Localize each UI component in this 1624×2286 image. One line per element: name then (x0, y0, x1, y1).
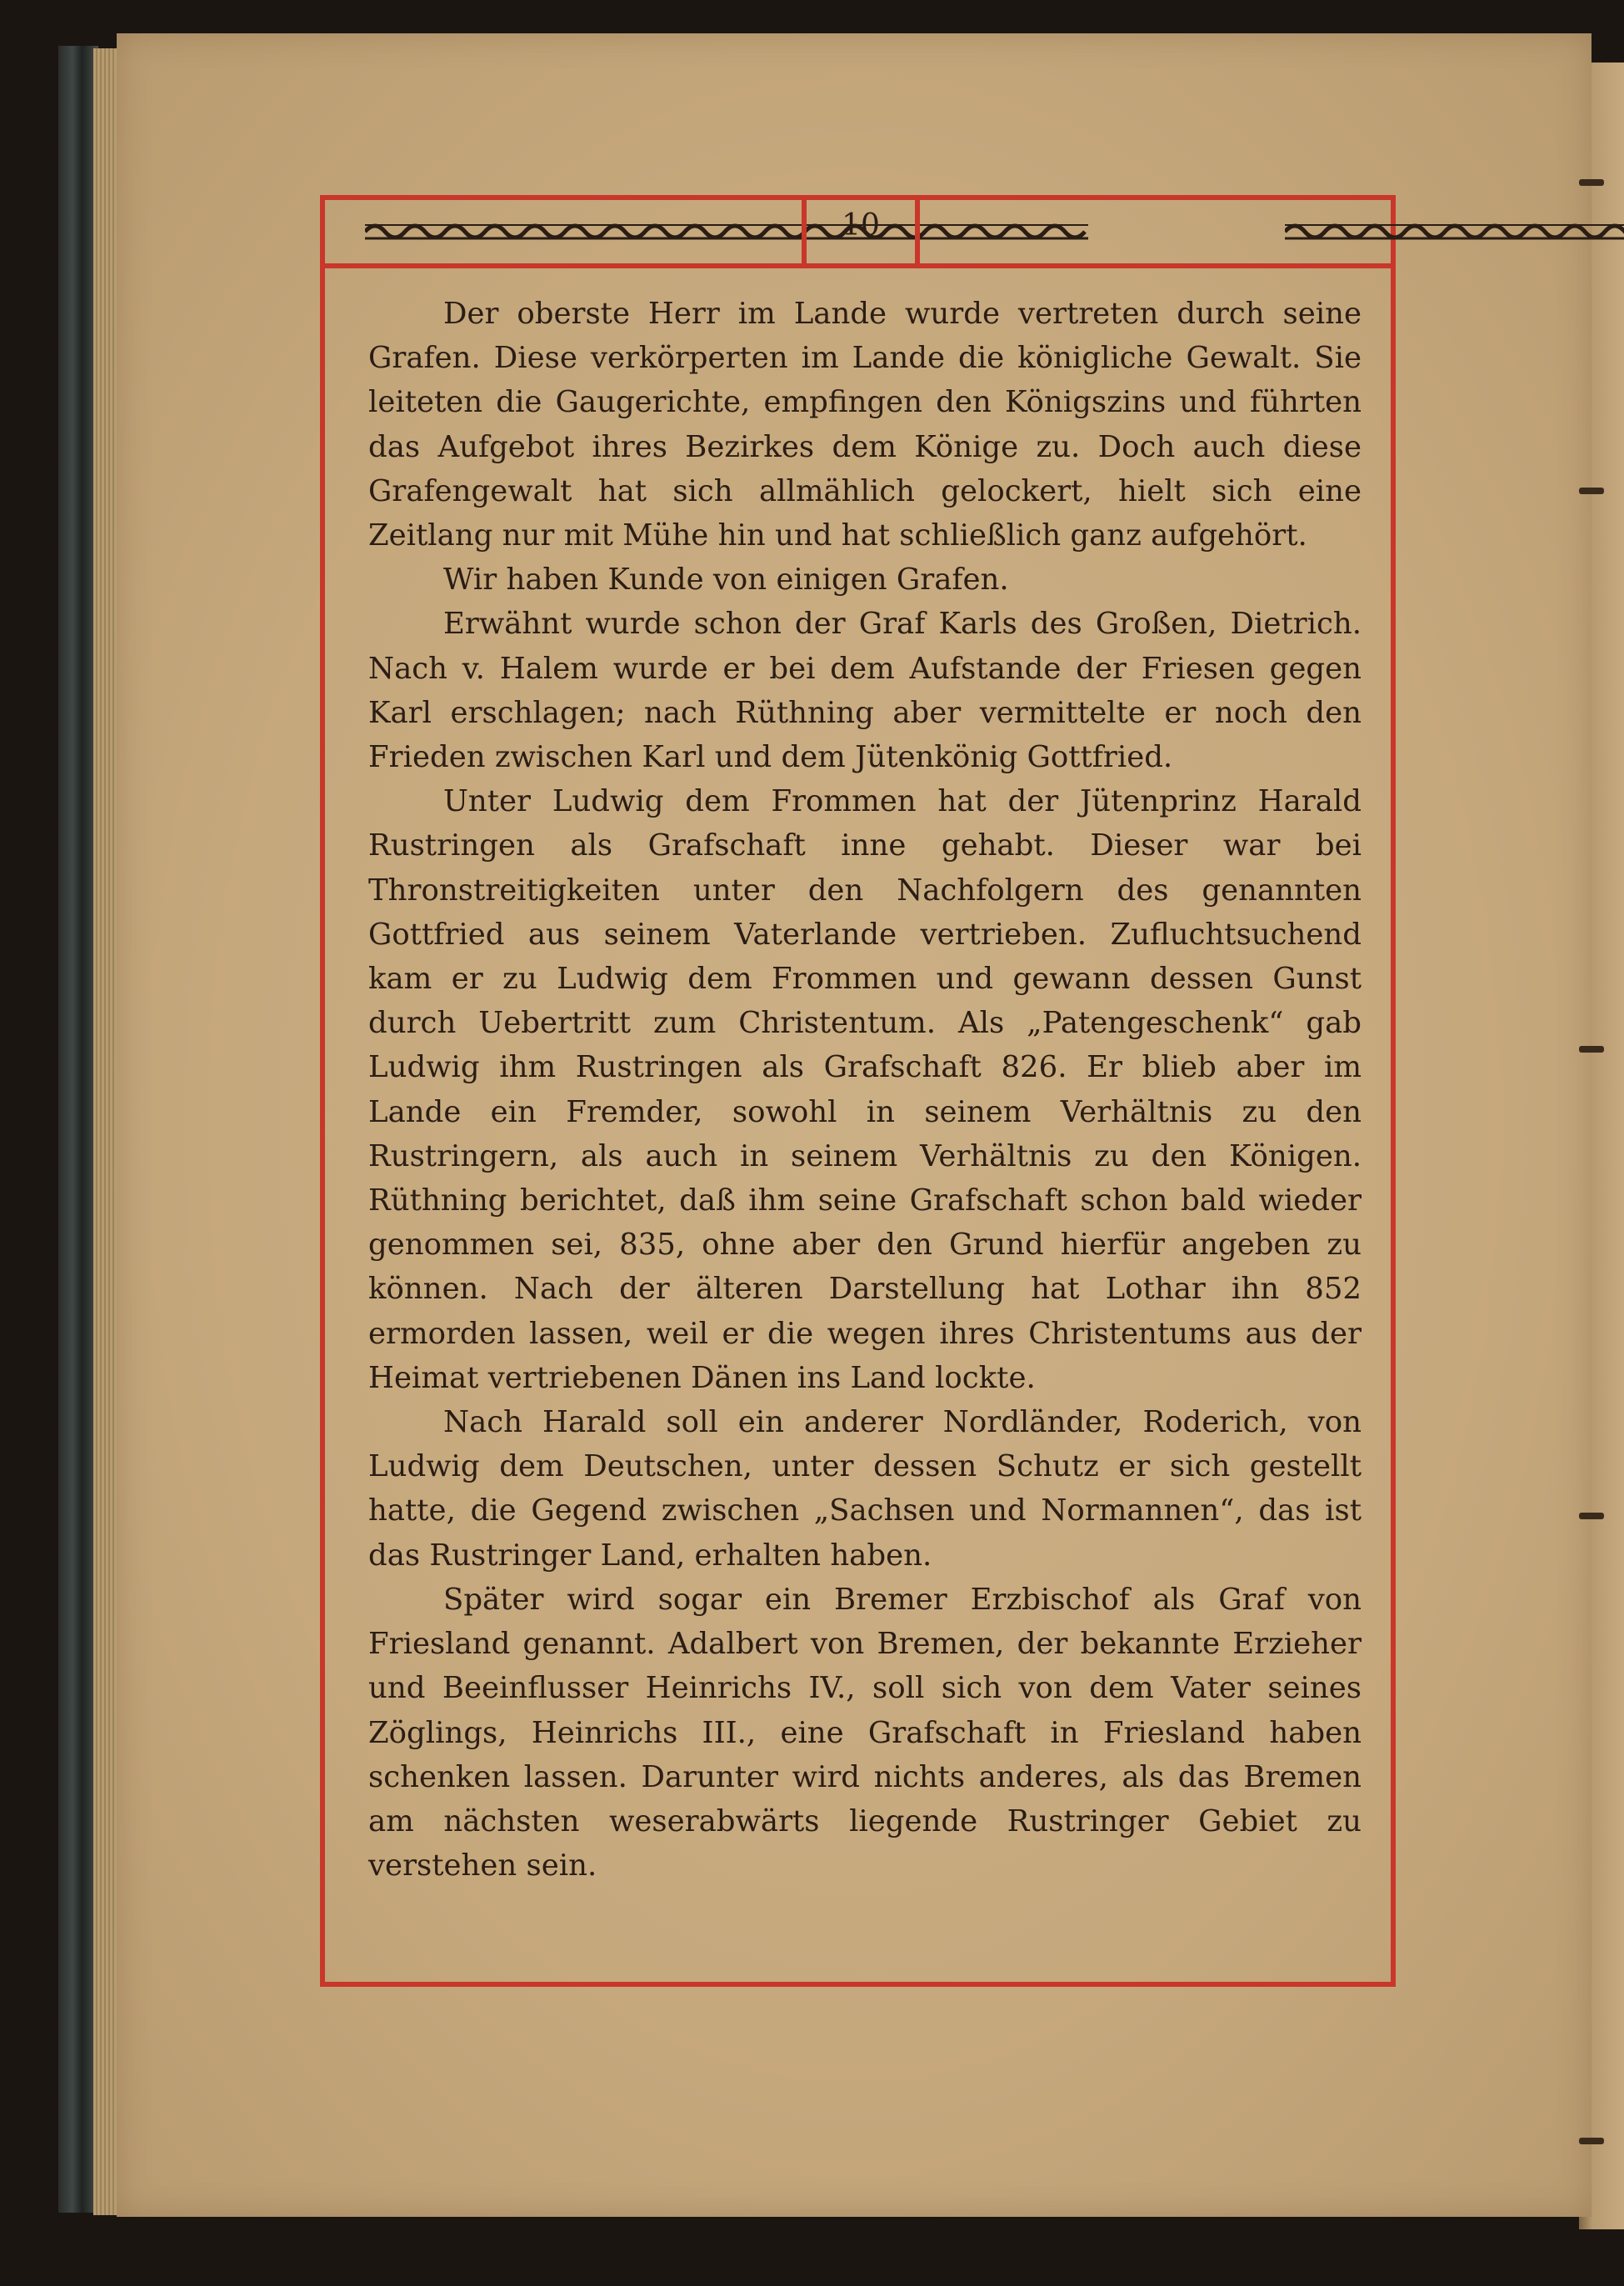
wave-ornament-icon (365, 215, 1088, 248)
paragraph: Der oberste Herr im Lande wurde vertreten durch seine Grafen. Diese verkörperten im Lande die königliche Gewalt. Sie leiteten die Gaugerichte, empfingen den Königszins und führten das Aufgebot ihres Bezirkes dem Könige zu. Doch auch diese Grafengewalt hat sich allmählich gelockert, hielt sich eine Zeitlang nur mit Mühe hin und hat schließlich ganz aufgehört. (368, 297, 1362, 553)
ornament-right (1285, 215, 1624, 248)
binding-thread (1579, 488, 1604, 494)
page-number: 10 (842, 208, 880, 243)
paragraph: Später wird sogar ein Bremer Erzbischof als Graf von Friesland genannt. Adalbert von Bremen, der bekannte Erzieher und Beeinflusser Heinrichs IV., soll sich von dem Vater seines Zöglings, Heinrichs III., eine Grafschaft in Friesland haben schenken lassen. Darunter wird nichts anderes, als das Bremen am nächsten weserabwärts liegende Rustringer Gebiet zu verstehen sein. (368, 1582, 1362, 1883)
paragraph: Erwähnt wurde schon der Graf Karls des Großen, Dietrich. Nach v. Halem wurde er bei dem Aufstande der Friesen gegen Karl erschlagen; nach Rüthning aber vermittelte er noch den Frieden zwischen Karl und dem Jütenkönig Gottfried. (368, 607, 1362, 775)
paragraph: Unter Ludwig dem Frommen hat der Jütenprinz Harald Rustringen als Grafschaft inne gehabt. Dieser war bei Thronstreitigkeiten unter den Nachfolgern des genannten Gottfried aus seinem Vaterlande vertrieben. Zufluchtsuchend kam er zu Ludwig dem Frommen und gewann dessen Gunst durch Uebertritt zum Christentum. Als „Patengeschenk“ gab Ludwig ihm Rustringen als Grafschaft 826. Er blieb aber im Lande ein Fremder, sowohl in seinem Verhältnis zu den Rustringern, als auch in seinem Verhältnis zu den Königen. Rüthning berichtet, daß ihm seine Grafschaft schon bald wieder genommen sei, 835, ohne aber den Grund hierfür angeben zu können. Nach der älteren Darstellung hat Lothar ihn 852 ermorden lassen, weil er die wegen ihres Christentums aus der Heimat vertriebenen Dänen ins Land lockte. (368, 784, 1362, 1395)
page-header (325, 200, 1391, 268)
paragraph: Nach Harald soll ein anderer Nordländer, Roderich, von Ludwig dem Deutschen, unter dessen Schutz er sich gestellt hatte, die Gegend zwischen „Sachsen und Normannen“, das ist das Rustringer Land, erhalten haben. (368, 1405, 1362, 1573)
red-text-frame (320, 195, 1396, 1987)
header-divider (915, 200, 920, 263)
book-binding (58, 46, 98, 2213)
binding-thread (1579, 179, 1604, 186)
binding-thread (1579, 1513, 1604, 1519)
binding-thread (1579, 2138, 1604, 2144)
paragraph: Wir haben Kunde von einigen Grafen. (443, 563, 1009, 598)
binding-thread (1579, 1046, 1604, 1053)
ornament-left (365, 215, 1088, 248)
body-text (368, 292, 1362, 1888)
wave-ornament-icon (1285, 215, 1624, 248)
